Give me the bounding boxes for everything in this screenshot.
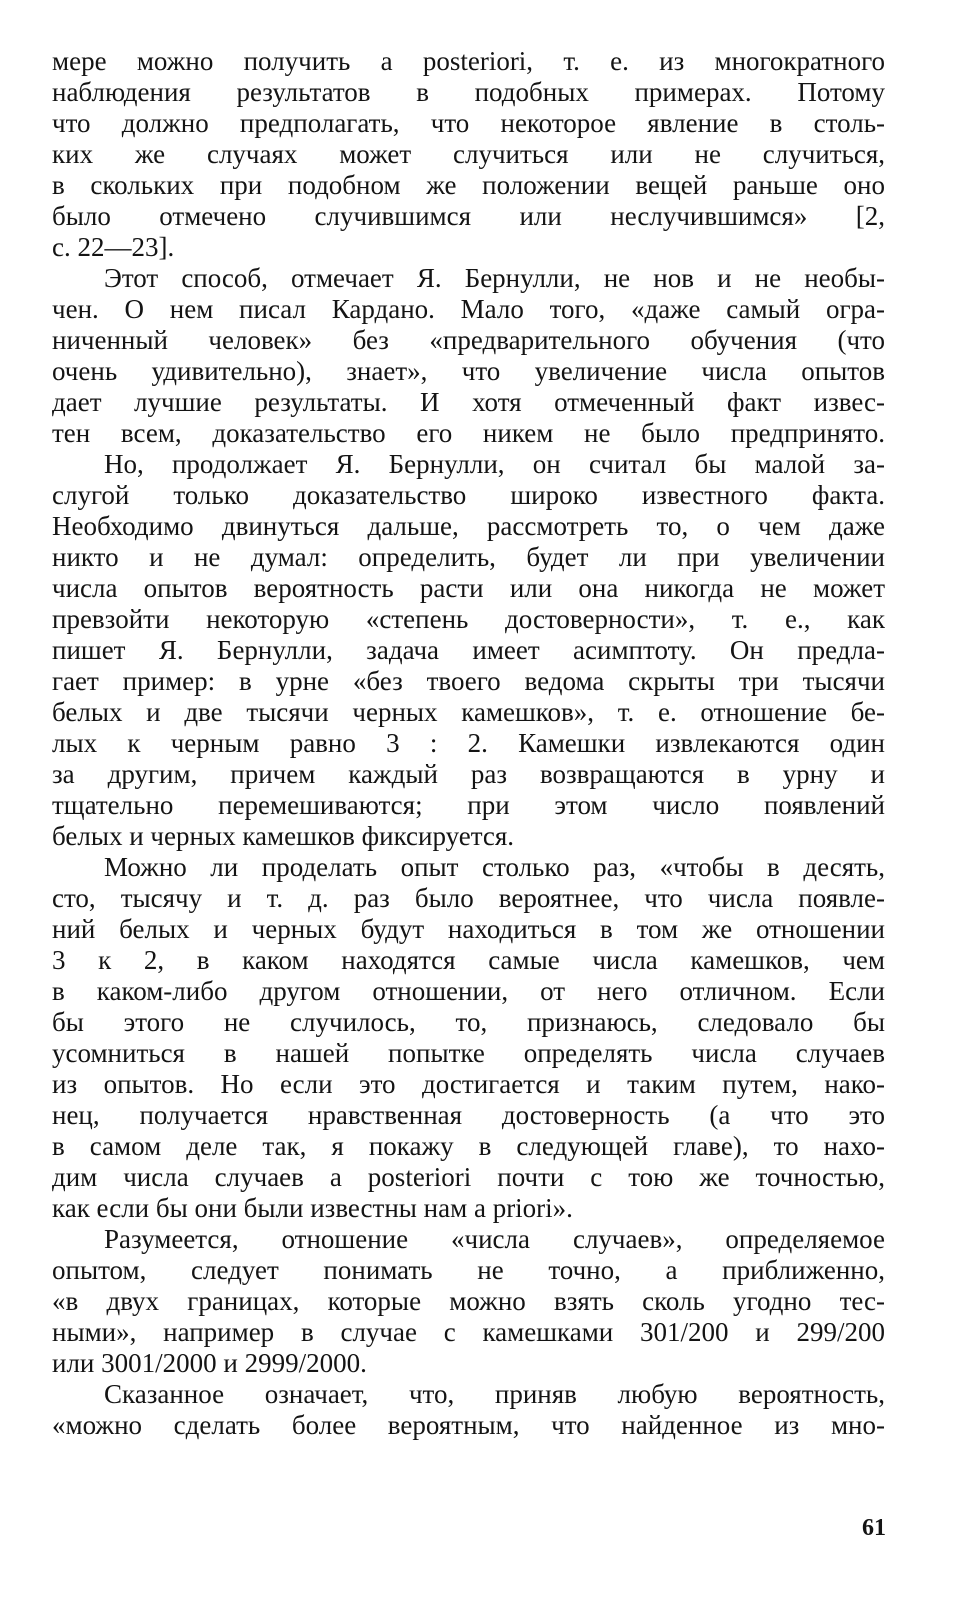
- text-line: из опытов. Но если это достигается и таким путем, нако-: [52, 1069, 885, 1099]
- text-line: числа опытов вероятность расти или она никогда не может: [52, 573, 885, 603]
- text-line: Этот способ, отмечает Я. Бернулли, не нов и не необы-: [104, 263, 885, 293]
- page-number: 61: [862, 1515, 886, 1541]
- text-line: «в двух границах, которые можно взять сколь угодно тес-: [52, 1286, 885, 1316]
- text-line: наблюдения результатов в подобных примерах. Потому: [52, 77, 885, 107]
- paragraph-3: [52, 449, 885, 852]
- paragraph-6: [52, 1379, 885, 1441]
- text-line: Можно ли проделать опыт столько раз, «чтобы в десять,: [104, 852, 885, 882]
- text-line: что должно предполагать, что некоторое явление в столь-: [52, 108, 885, 138]
- text-line: ниченный человек» без «предварительного обучения (что: [52, 325, 885, 355]
- text-line: в самом деле так, я покажу в следующей главе), то нахо-: [52, 1131, 885, 1161]
- text-line: ких же случаях может случиться или не случиться,: [52, 139, 885, 169]
- paragraph-2: [52, 263, 885, 449]
- text-line: гает пример: в урне «без твоего ведома скрыты три тысячи: [52, 666, 885, 696]
- text-line: усомниться в нашей попытке определять числа случаев: [52, 1038, 885, 1068]
- text-line: Необходимо двинуться дальше, рассмотреть то, о чем даже: [52, 511, 885, 541]
- text-line: никто и не думал: определить, будет ли при увеличении: [52, 542, 885, 572]
- paragraph-4: [52, 852, 885, 1224]
- text-line: Сказанное означает, что, приняв любую вероятность,: [104, 1379, 885, 1409]
- text-line: было отмечено случившимся или неслучившимся» [2,: [52, 201, 885, 231]
- text-line: пишет Я. Бернулли, задача имеет асимптоту. Он предла-: [52, 635, 885, 665]
- text-line: сто, тысячу и т. д. раз было вероятнее, что числа появле-: [52, 883, 885, 913]
- text-line: ными», например в случае с камешками 301/200 и 299/200: [52, 1317, 885, 1347]
- text-line: ний белых и черных будут находиться в том же отношении: [52, 914, 885, 944]
- text-line: в каком-либо другом отношении, от него отличном. Если: [52, 976, 885, 1006]
- text-line: тен всем, доказательство его никем не было предпринято.: [52, 418, 885, 448]
- page-body: [52, 46, 885, 1441]
- text-line: Разумеется, отношение «числа случаев», определяемое: [104, 1224, 885, 1254]
- paragraph-1: [52, 46, 885, 263]
- text-line: нец, получается нравственная достоверность (а что это: [52, 1100, 885, 1130]
- text-line: «можно сделать более вероятным, что найденное из мно-: [52, 1410, 885, 1440]
- text-line: тщательно перемешиваются; при этом число появлений: [52, 790, 885, 820]
- text-line: превзойти некоторую «степень достоверности», т. е., как: [52, 604, 885, 634]
- text-line: бы этого не случилось, то, признаюсь, следовало бы: [52, 1007, 885, 1037]
- text-line: белых и две тысячи черных камешков», т. е. отношение бе-: [52, 697, 885, 727]
- text-line: мере можно получить a posteriori, т. е. из многократного: [52, 46, 885, 76]
- text-line: или 3001/2000 и 2999/2000.: [52, 1348, 367, 1378]
- text-line: лых к черным равно 3 : 2. Камешки извлекаются один: [52, 728, 885, 758]
- text-line: опытом, следует понимать не точно, а приближенно,: [52, 1255, 885, 1285]
- paragraph-5: [52, 1224, 885, 1379]
- text-line: как если бы они были известны нам a priori».: [52, 1193, 573, 1223]
- text-line: в скольких при подобном же положении вещей раньше оно: [52, 170, 885, 200]
- text-line: дает лучшие результаты. И хотя отмеченный факт извес-: [52, 387, 885, 417]
- text-line: за другим, причем каждый раз возвращаются в урну и: [52, 759, 885, 789]
- text-line: белых и черных камешков фиксируется.: [52, 821, 515, 851]
- text-line: Но, продолжает Я. Бернулли, он считал бы малой за-: [104, 449, 885, 479]
- text-line: дим числа случаев a posteriori почти с тою же точностью,: [52, 1162, 885, 1192]
- text-line: 3 к 2, в каком находятся самые числа камешков, чем: [52, 945, 885, 975]
- text-line: чен. О нем писал Кардано. Мало того, «даже самый огра-: [52, 294, 885, 324]
- text-line: очень удивительно), знает», что увеличение числа опытов: [52, 356, 885, 386]
- text-line: слугой только доказательство широко известного факта.: [52, 480, 885, 510]
- text-line: с. 22—23].: [52, 232, 175, 262]
